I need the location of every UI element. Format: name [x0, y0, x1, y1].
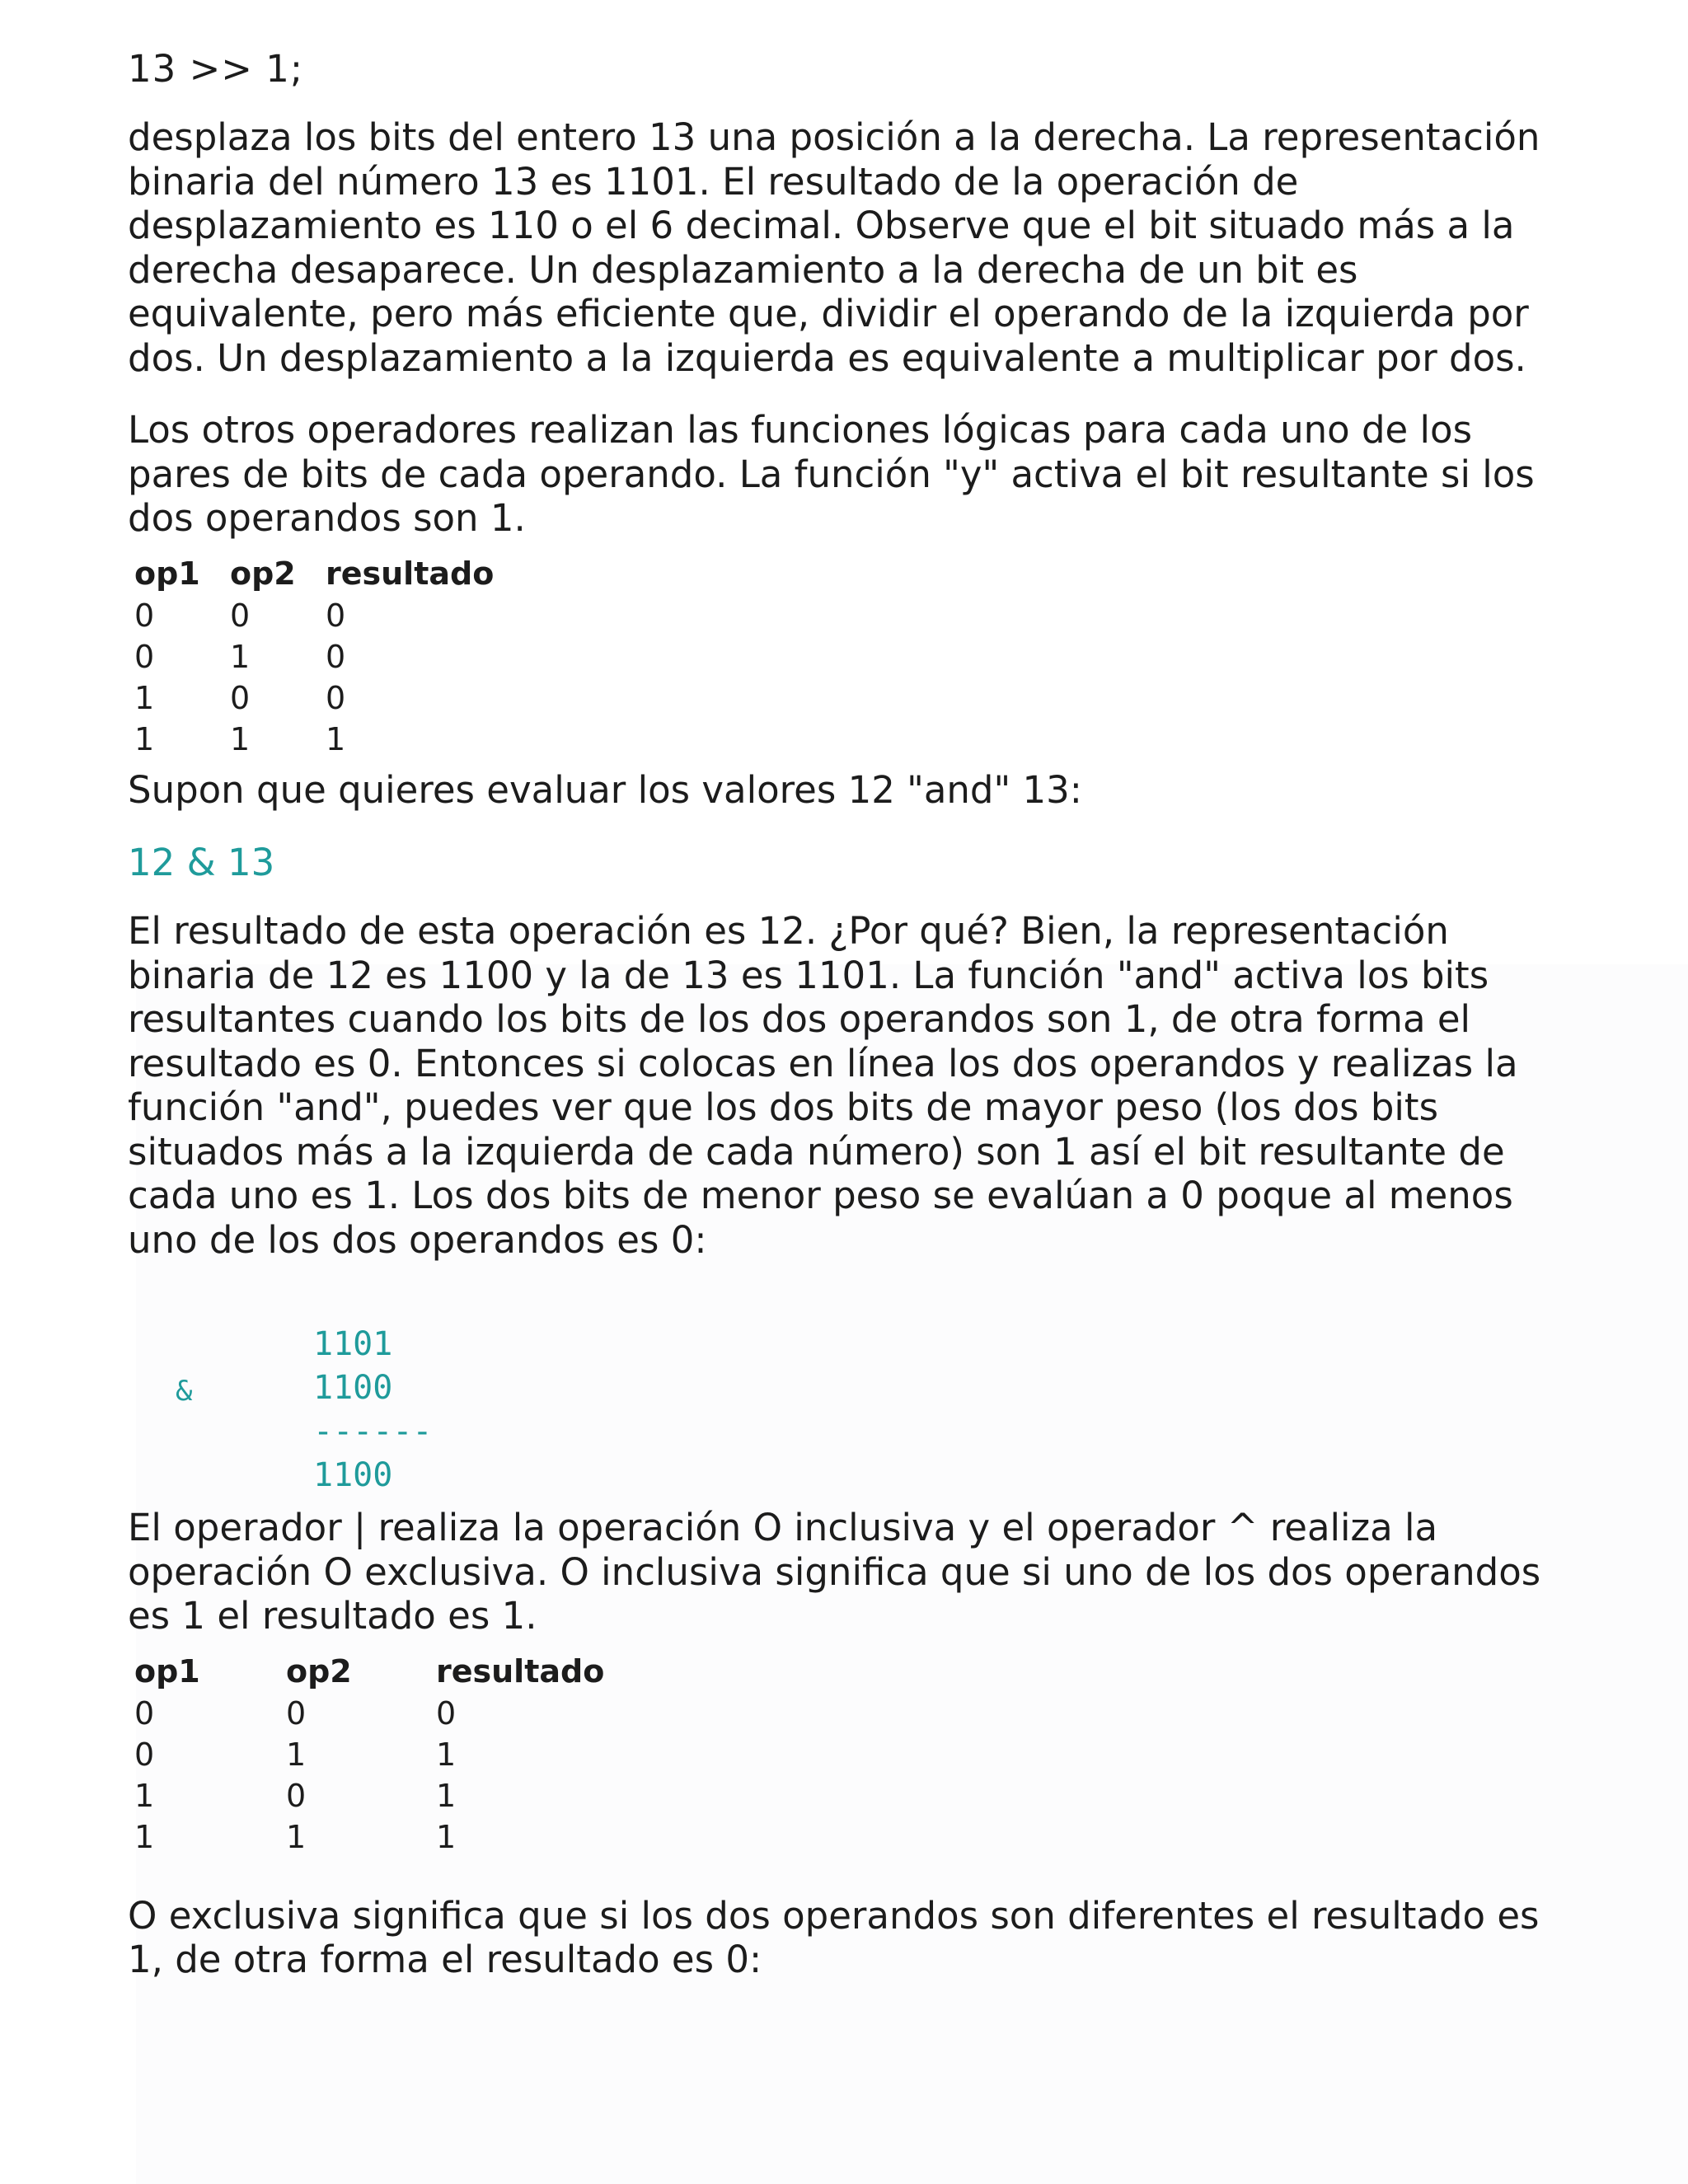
table-cell: 1: [134, 1777, 155, 1814]
code-shift: 13 >> 1;: [128, 47, 304, 91]
header-op1: op1: [134, 1652, 200, 1690]
table-cell: 0: [134, 1694, 155, 1732]
calc-operator: &: [176, 1375, 193, 1408]
table-cell: 0: [134, 597, 155, 634]
and-truth-table: [129, 552, 517, 760]
table-cell: 0: [326, 597, 346, 634]
binary-calculation: [128, 1323, 1578, 1497]
table-cell: 0: [436, 1694, 457, 1732]
paragraph-result: El resultado de esta operación es 12. ¿Por qué? Bien, la representación binaria de 12 es 1100 y la de 13 es 1101. La función "and" activa los bits resultantes cuando los bits de los dos operandos son 1, de otra forma el resultado es 0. Entonces si colocas en línea los dos operandos y realizas la función "and", puedes ver que los dos bits de mayor peso (los dos bits situados más a la izquierda de cada número) son 1 así el bit resultante de cada uno es 1. Los dos bits de menor peso se evalúan a 0 poque al menos uno de los dos operandos es 0:: [128, 909, 1518, 1262]
header-op1: op1: [134, 555, 200, 592]
expression-and: 12 & 13: [128, 841, 275, 884]
document-body: [128, 46, 1578, 2010]
header-resultado: resultado: [326, 555, 495, 592]
table-cell: 1: [134, 679, 155, 716]
table-cell: 0: [326, 638, 346, 675]
table-cell: 1: [230, 720, 251, 757]
paragraph-logic: Los otros operadores realizan las funciones lógicas para cada uno de los pares de bits de cada operando. La función "y" activa el bit resultante si los dos operandos son 1.: [128, 408, 1535, 540]
table-cell: 0: [134, 638, 155, 675]
table-cell: 0: [326, 679, 346, 716]
table-cell: 1: [286, 1736, 307, 1773]
or-truth-table: [129, 1650, 627, 1858]
table-header-row: [129, 1650, 627, 1693]
calc-operand-2: 1100: [313, 1369, 393, 1407]
table-cell: 1: [436, 1818, 457, 1855]
calc-result: 1100: [313, 1456, 393, 1494]
header-op2: op2: [286, 1652, 352, 1690]
table-cell: 1: [134, 720, 155, 757]
table-header-row: [129, 552, 517, 595]
table-cell: 0: [134, 1736, 155, 1773]
header-resultado: resultado: [436, 1652, 605, 1690]
table-cell: 0: [286, 1777, 307, 1814]
table-cell: 1: [436, 1736, 457, 1773]
table-cell: 1: [230, 638, 251, 675]
table-cell: 1: [286, 1818, 307, 1855]
calc-operand-1: 1101: [313, 1325, 393, 1363]
table-row: [129, 1734, 627, 1775]
table-row: [129, 1775, 627, 1816]
table-cell: 0: [230, 597, 251, 634]
table-row: [129, 1816, 627, 1858]
table-cell: 0: [286, 1694, 307, 1732]
paragraph-xor: O exclusiva significa que si los dos operandos son diferentes el resultado es 1, de otra forma el resultado es 0:: [128, 1893, 1540, 1981]
paragraph-shift: desplaza los bits del entero 13 una posición a la derecha. La representación binaria del número 13 es 1101. El resultado de la operación de desplazamiento es 110 o el 6 decimal. Observe que el bit situado más a la derecha desaparece. Un desplazamiento a la derecha de un bit es equivalente, pero más eficiente que, dividir el operando de la izquierda por dos. Un desplazamiento a la izquierda es equivalente a multiplicar por dos.: [128, 115, 1540, 380]
table-cell: 1: [436, 1777, 457, 1814]
header-op2: op2: [230, 555, 296, 592]
table-cell: 1: [326, 720, 346, 757]
calc-separator: ------: [313, 1413, 433, 1451]
table-row: [129, 719, 517, 760]
table-row: [129, 595, 517, 636]
table-cell: 0: [230, 679, 251, 716]
table-row: [129, 636, 517, 677]
table-cell: 1: [134, 1818, 155, 1855]
paragraph-suppose: Supon que quieres evaluar los valores 12 "and" 13:: [128, 767, 1082, 812]
table-row: [129, 677, 517, 719]
paragraph-or: El operador | realiza la operación O inclusiva y el operador ^ realiza la operación O exclusiva. O inclusiva significa que si uno de los dos operandos es 1 el resultado es 1.: [128, 1506, 1541, 1638]
table-row: [129, 1693, 627, 1734]
